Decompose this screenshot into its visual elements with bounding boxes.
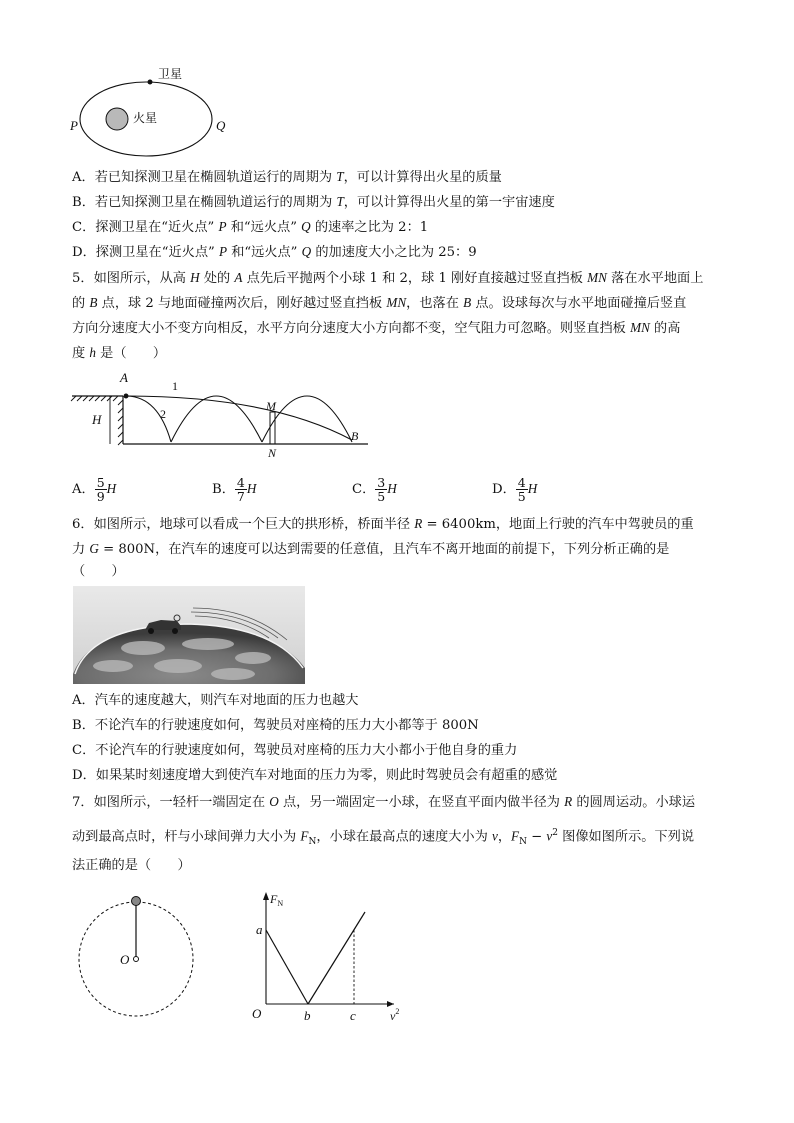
text: 和“远火点” — [226, 220, 302, 235]
tick-label-b: b — [304, 1008, 311, 1023]
ball-2-label: 2 — [160, 407, 166, 421]
force-velocity-graph — [244, 884, 410, 1026]
numerator: 5 — [96, 475, 105, 490]
fraction — [375, 476, 387, 503]
q4-option-c — [72, 217, 428, 238]
q5-stem-line-2 — [72, 293, 686, 314]
var-r: R — [414, 516, 423, 531]
var-t: T — [336, 169, 344, 184]
q4-option-d — [72, 242, 477, 263]
text: ，可以计算得出火星的第一宇宙速度 — [343, 195, 555, 210]
q6-stem-line-1 — [72, 514, 694, 535]
q7-stem-line-1 — [72, 792, 695, 813]
text: 5．如图所示，从高 — [72, 271, 191, 286]
var-v: v — [491, 828, 498, 844]
var-p: P — [218, 244, 227, 259]
numerator: 3 — [377, 475, 386, 490]
projectile-figure — [70, 368, 380, 460]
fraction — [516, 476, 528, 503]
numerator: 4 — [517, 475, 526, 490]
q7-stem-line-2 — [72, 823, 694, 852]
q5-stem-line-4 — [72, 343, 166, 364]
text: 的圆周运动。小球运 — [572, 795, 696, 810]
graph-line-decreasing — [266, 930, 308, 1004]
text: − — [526, 829, 547, 845]
var-h: H — [190, 270, 200, 285]
height-label-h: H — [92, 412, 102, 427]
cliff-top-hatch — [71, 396, 118, 401]
text: 点先后平抛两个小球 1 和 2，球 1 刚好直接越过竖直挡板 — [242, 271, 588, 286]
pivot-label-o: O — [120, 952, 130, 967]
text: 力 — [72, 542, 90, 557]
text: 点，球 2 与地面碰撞两次后，刚好越过竖直挡板 — [97, 296, 387, 311]
option-label: B． — [212, 482, 235, 497]
fraction — [235, 476, 247, 503]
board-bottom-label-n: N — [268, 446, 277, 460]
var-mn: MN — [587, 270, 607, 285]
y-axis-label: $F_N$ — [270, 892, 284, 908]
var-f: F — [300, 828, 309, 844]
var-b: B — [463, 295, 472, 310]
text: 的 — [72, 296, 90, 311]
var-q: Q — [301, 244, 312, 259]
q6-stem-line-3: （ ） — [72, 564, 125, 579]
ball — [132, 897, 141, 906]
text: A．若已知探测卫星在椭圆轨道运行的周期为 — [72, 170, 337, 185]
q6-option-c: C．不论汽车的行驶速度如何，驾驶员对座椅的压力大小都小于他自身的重力 — [72, 743, 518, 758]
subscript-n: N — [519, 837, 527, 848]
text: 6．如图所示，地球可以看成一个巨大的拱形桥，桥面半径 — [72, 517, 415, 532]
x-axis-label: $v^2$ — [390, 1007, 400, 1023]
text: D．探测卫星在“近火点” — [72, 245, 219, 260]
q4-option-a — [72, 167, 502, 188]
numerator: 4 — [236, 475, 245, 490]
text: 的加速度大小之比为 25：9 — [311, 245, 477, 260]
ball-1-label: 1 — [172, 379, 178, 393]
text: 7．如图所示，一轻杆一端固定在 — [72, 795, 270, 810]
text: 落在水平地面上 — [606, 271, 704, 286]
var-h: h — [89, 345, 96, 360]
q6-stem-line-2 — [72, 539, 669, 560]
text: ，也落在 — [406, 296, 464, 311]
option-label: A． — [72, 482, 95, 497]
planet-label: 火星 — [133, 111, 158, 125]
text: = 800N，在汽车的速度可以达到需要的任意值，且汽车不离开地面的前提下，下列分析正确的是 — [98, 542, 670, 557]
text: 处的 — [199, 271, 235, 286]
fraction — [95, 476, 107, 503]
intercept-label-a: a — [256, 922, 263, 937]
x-axis-arrow — [387, 1001, 394, 1007]
q5-option-d — [492, 476, 537, 503]
var-p: P — [218, 219, 227, 234]
board-top-label-m: M — [266, 399, 276, 413]
text: 的速率之比为 2：1 — [310, 220, 429, 235]
satellite-dot — [148, 80, 153, 85]
board-mn — [270, 412, 275, 444]
point-a-label: A — [120, 370, 128, 385]
tick-label-c: c — [350, 1008, 356, 1023]
graph-line-increasing — [308, 912, 365, 1004]
text: = 6400km，地面上行驶的汽车中驾驶员的重 — [422, 517, 694, 532]
earth-bridge-image — [73, 586, 305, 684]
q6-option-a: A．汽车的速度越大，则汽车对地面的压力也越大 — [72, 693, 359, 708]
option-label: D． — [492, 482, 516, 497]
denominator: 7 — [236, 489, 245, 504]
q5-option-a — [72, 476, 116, 503]
var-q: Q — [301, 219, 311, 234]
origin-label-o: O — [252, 1006, 262, 1021]
text: 动到最高点时，杆与小球间弹力大小为 — [72, 829, 301, 845]
q7-stem-line-3: 法正确的是（ ） — [72, 858, 191, 873]
var-h: H — [246, 481, 257, 496]
ball-2-second-arc — [171, 396, 262, 442]
satellite-label: 卫星 — [158, 67, 183, 81]
var-b: B — [89, 295, 98, 310]
landing-label-b: B — [351, 429, 359, 443]
option-label: C． — [352, 482, 376, 497]
denominator: 9 — [96, 489, 105, 504]
text: ，小球在最高点的速度大小为 — [316, 829, 492, 845]
text: 是（ ） — [95, 346, 167, 361]
text: 点。设球每次与水平地面碰撞后竖直 — [471, 296, 687, 311]
q6-option-b: B．不论汽车的行驶速度如何，驾驶员对座椅的压力大小都等于 800N — [72, 718, 479, 733]
q5-stem-line-1 — [72, 268, 703, 289]
var-mn: MN — [630, 320, 650, 335]
q6-option-d: D．如果某时刻速度增大到使汽车对地面的压力为零，则此时驾驶员会有超重的感觉 — [72, 768, 558, 783]
text: C．探测卫星在“近火点” — [72, 220, 219, 235]
var-a: A — [234, 270, 243, 285]
var-o: O — [269, 794, 279, 809]
pivot-o — [134, 957, 139, 962]
subscript-n: N — [308, 837, 317, 848]
denominator: 5 — [517, 489, 526, 504]
text: 的高 — [649, 321, 681, 336]
var-mn: MN — [386, 295, 407, 310]
var-h: H — [106, 481, 117, 496]
apogee-label-q: Q — [216, 118, 226, 133]
var-r: R — [564, 794, 573, 809]
q5-option-c — [352, 476, 397, 503]
mars-planet — [106, 108, 128, 130]
cliff-wall-hatch — [118, 400, 123, 445]
var-v: v — [546, 828, 553, 844]
var-h: H — [527, 481, 538, 496]
text: 和“远火点” — [227, 245, 302, 260]
y-axis-arrow — [263, 892, 269, 900]
q5-option-b — [212, 476, 256, 503]
var-t: T — [336, 194, 344, 209]
denominator: 5 — [377, 489, 386, 504]
text: 方向分速度大小不变方向相反，水平方向分速度大小方向都不变，空气阻力可忽略。则竖直挡板 — [72, 321, 631, 336]
var-f: F — [511, 828, 520, 844]
text: 点，另一端固定一小球，在竖直平面内做半径为 — [278, 795, 565, 810]
var-g: G — [89, 541, 99, 556]
perigee-label-p: P — [70, 118, 78, 133]
text: B．若已知探测卫星在椭圆轨道运行的周期为 — [72, 195, 337, 210]
q4-option-b — [72, 192, 555, 213]
text: ， — [497, 829, 512, 845]
text: 度 — [72, 346, 90, 361]
superscript-2: 2 — [552, 828, 558, 838]
text: 图像如图所示。下列说 — [557, 829, 695, 845]
q5-stem-line-3 — [72, 318, 680, 339]
mars-orbit-figure — [66, 64, 246, 160]
circular-motion-figure — [74, 890, 200, 1018]
text: ，可以计算得出火星的质量 — [343, 170, 502, 185]
var-h: H — [387, 481, 397, 496]
